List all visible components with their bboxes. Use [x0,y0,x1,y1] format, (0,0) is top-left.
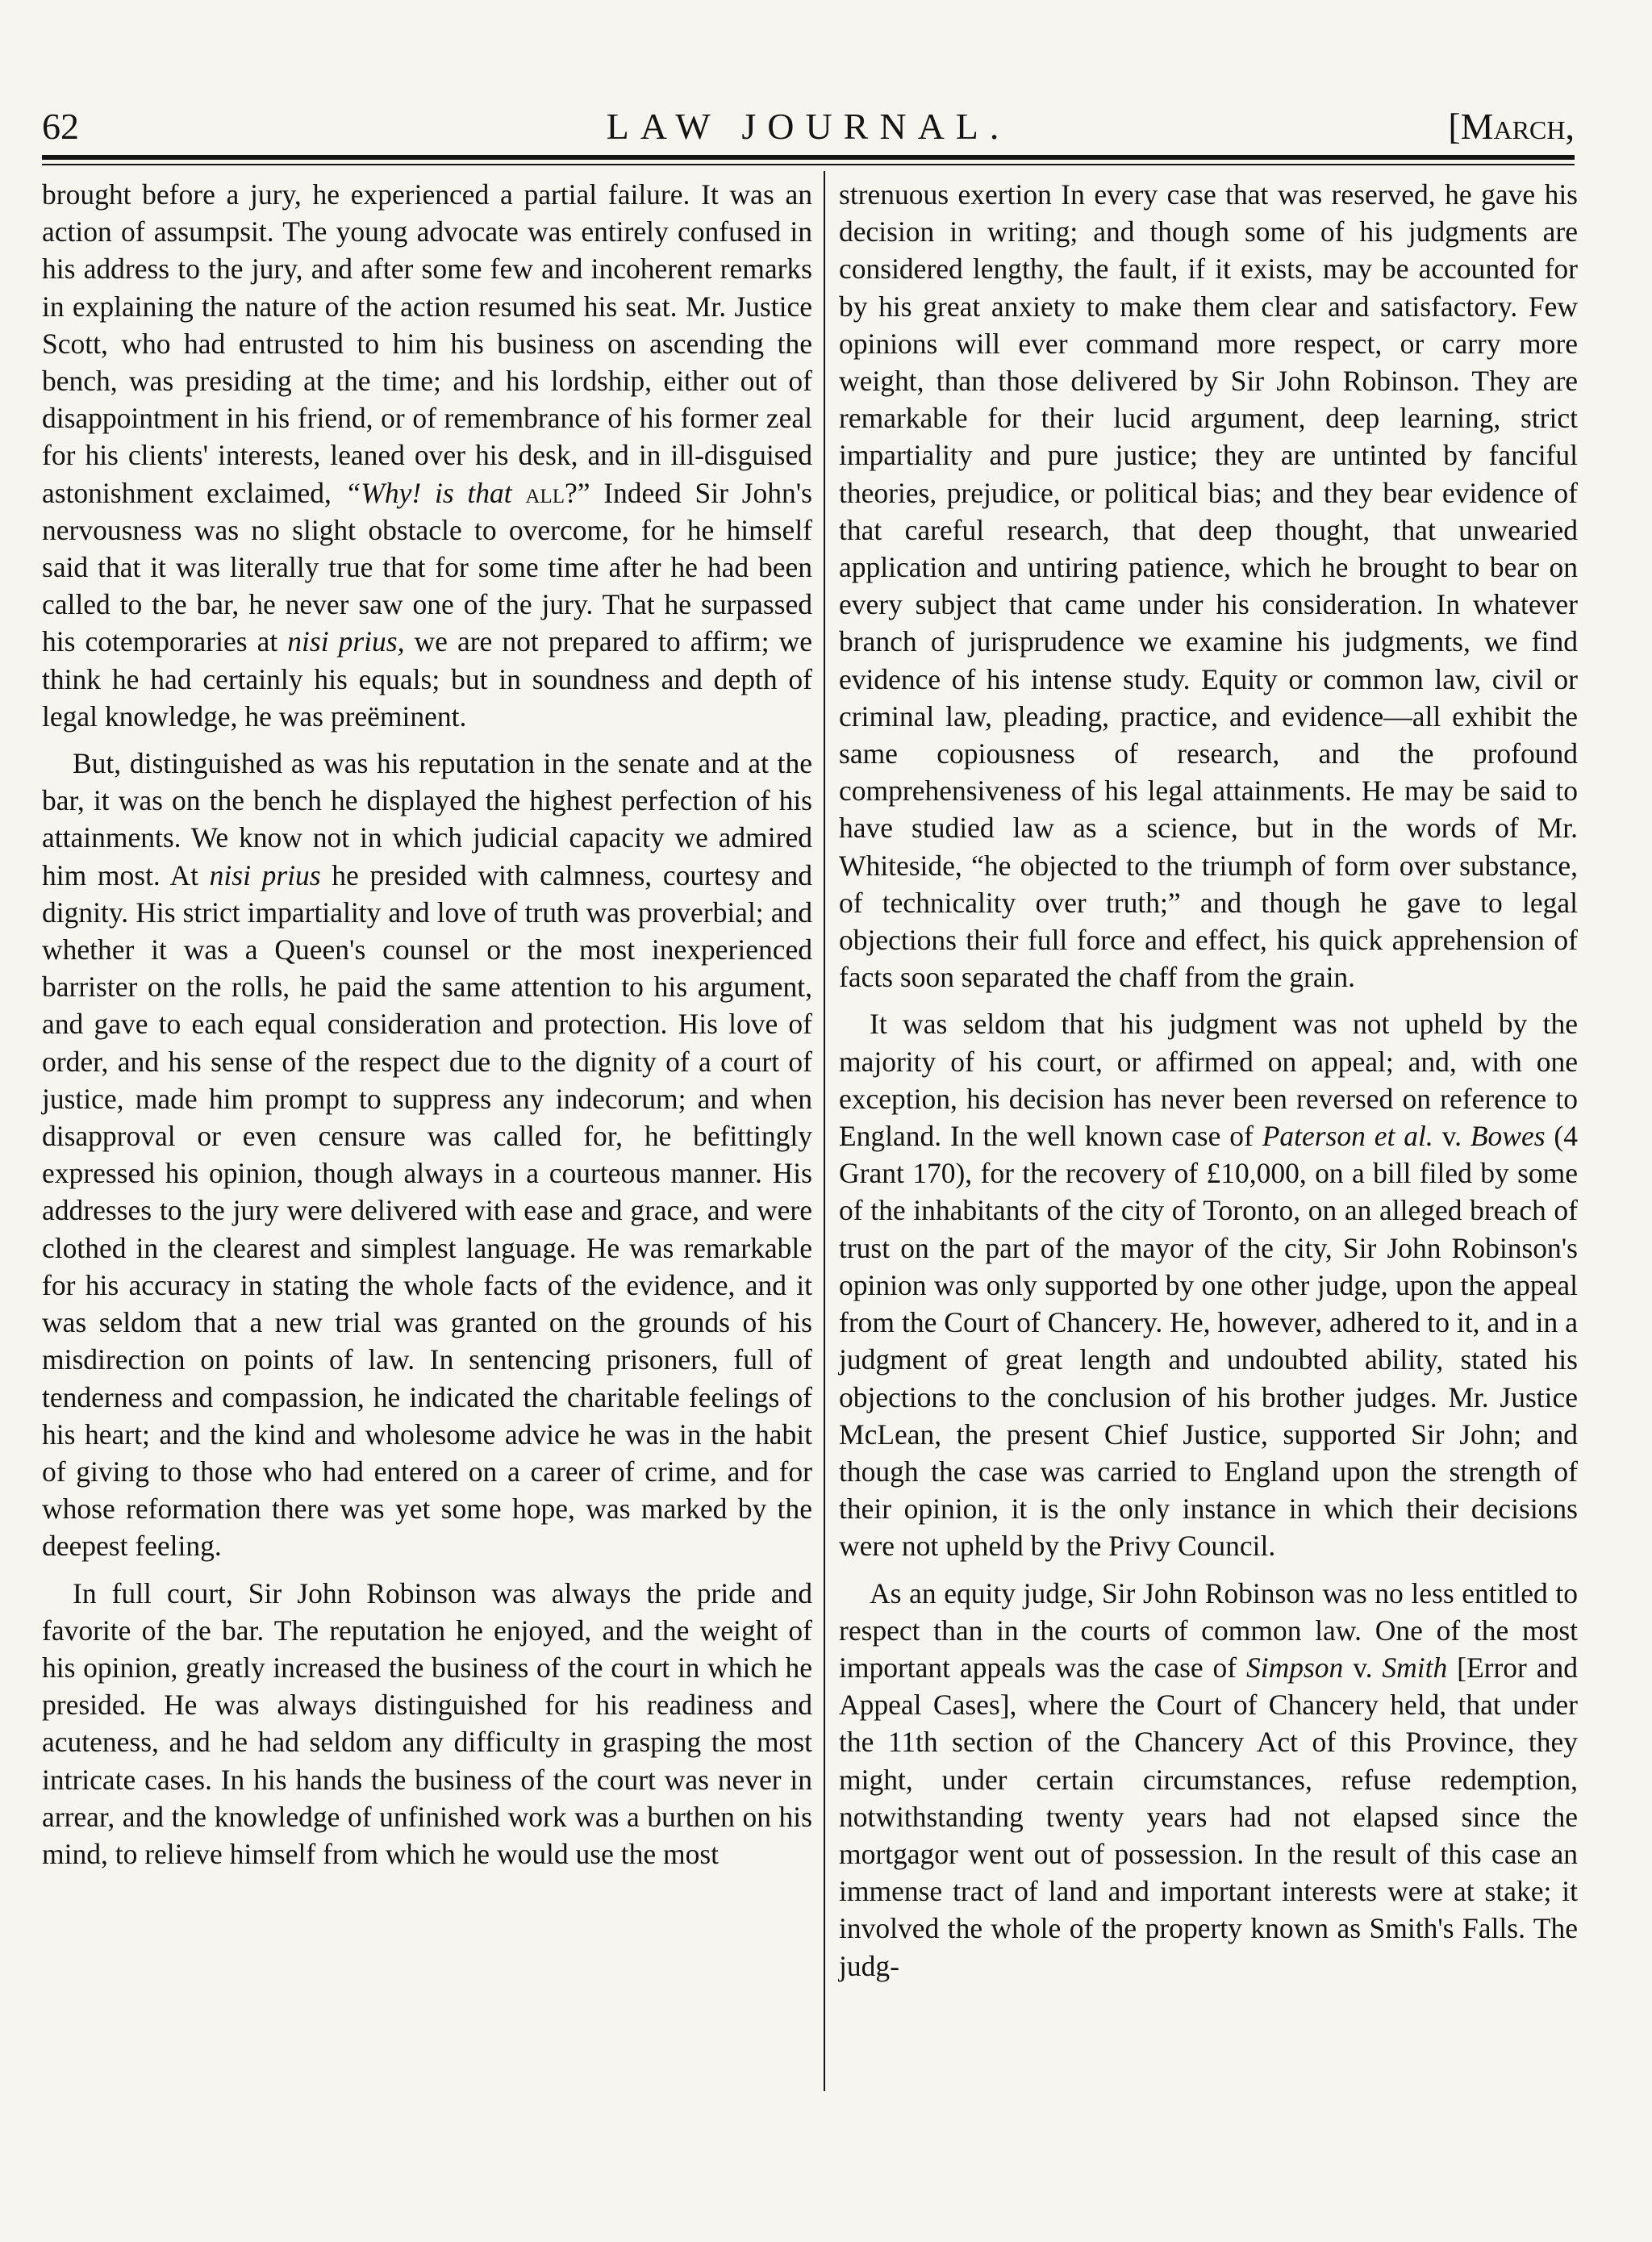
right-paragraph-1: strenuous exertion In every case that was reserved, he gave his decision in writing; and though some of his judgments are considered lengthy, the fault, if it exists, may be accounted for by his great anxiety to make them clear and satisfactory. Few opinions will ever command more respect, or carry more weight, than those delivered by Sir John Robinson. They are remarkable for their lucid argument, deep learning, strict impartiality and pure justice; they are untinted by fanciful theories, prejudice, or political bias; and they bear evidence of that careful research, that deep thought, that unwearied application and untiring patience, which he brought to bear on every subject that came under his consideration. In whatever branch of jurisprudence we examine his judgments, we find evidence of his intense study. Equity or common law, civil or criminal law, pleading, practice, and evidence—all exhibit the same copiousness of research, and the profound comprehensiveness of his legal attainments. He may be said to have studied law as a science, but in the words of Mr. Whiteside, “he objected to the triumph of form over substance, of technicality over truth;” and though he gave to legal objections their full force and effect, his quick apprehension of facts soon separated the chaff from the grain. [839,178,1578,994]
right-paragraph-3: As an equity judge, Sir John Robinson was no less entitled to respect than in the courts of common law. One of the most important appeals was the case of Simpson v. Smith [Error and Appeal Cases], where the Court of Chancery held, that under the 11th section of the Chancery Act of this Province, they might, under certain circumstances, refuse redemption, notwithstanding twenty years had not elapsed since the mortgagor went out of possession. In the result of this case an immense tract of land and important interests were at stake; it involved the whole of the property known as Smith's Falls. The judg- [839,1576,1578,1982]
issue-month: [March, [1448,106,1575,147]
right-column [839,176,1578,1994]
header-rule-thick [42,155,1575,160]
column-divider [824,171,825,2091]
page-number: 62 [42,106,79,147]
journal-title: LAW JOURNAL. [606,106,1011,147]
left-column [42,176,812,1882]
running-header [42,105,1575,161]
left-paragraph-3: In full court, Sir John Robinson was always the pride and favorite of the bar. The reputation he enjoyed, and the weight of his opinion, greatly increased the business of the court in which he presided. He was always distinguished for his readiness and acuteness, and he had seldom any difficulty in grasping the most intricate cases. In his hands the business of the court was never in arrear, and the knowledge of unfinished work was a burthen on his mind, to relieve himself from which he would use the most [42,1576,812,1870]
header-rule-thin [42,164,1575,165]
left-paragraph-2: But, distinguished as was his reputation in the senate and at the bar, it was on the bench he displayed the highest perfection of his attainments. We know not in which judicial capacity we admired him most. At nisi prius he presided with calmness, courtesy and dignity. His strict impartiality and love of truth was proverbial; and whether it was a Queen's counsel or the most inexperienced barrister on the rolls, he paid the same attention to his argument, and gave to each equal consideration and protection. His love of order, and his sense of the respect due to the dignity of a court of justice, made him prompt to suppress any indecorum; and when disapproval or even censure was called for, he befittingly expressed his opinion, though always in a courteous manner. His addresses to the jury were delivered with ease and grace, and were clothed in the clearest and simplest language. He was remarkable for his accuracy in stating the whole facts of the evidence, and it was seldom that a new trial was granted on the grounds of his misdirection on points of law. In sentencing prisoners, full of tenderness and compassion, he indicated the charitable feelings of his heart; and the kind and wholesome advice he was in the habit of giving to those who had entered on a career of crime, and for whose reformation there was yet some hope, was marked by the deepest feeling. [42,747,812,1563]
right-paragraph-2: It was seldom that his judgment was not upheld by the majority of his court, or affirmed on appeal; and, with one exception, his decision has never been reversed on reference to England. In the well known case of Paterson et al. v. Bowes (4 Grant 170), for the recovery of £10,000, on a bill filed by some of the inhabitants of the city of Toronto, on an alleged breach of trust on the part of the mayor of the city, Sir John Robinson's opinion was only supported by one other judge, upon the appeal from the Court of Chancery. He, however, adhered to it, and in a judgment of great length and undoubted ability, stated his objections to the conclusion of his brother judges. Mr. Justice McLean, the present Chief Justice, supported Sir John; and though the case was carried to England upon the strength of their opinion, it is the only instance in which their decisions were not upheld by the Privy Council. [839,1008,1578,1563]
left-paragraph-1: brought before a jury, he experienced a partial failure. It was an action of assumpsit. The young advocate was entirely confused in his address to the jury, and after some few and incoherent remarks in explaining the nature of the action resumed his seat. Mr. Justice Scott, who had entrusted to him his business on ascending the bench, was presiding at the time; and his lordship, either out of disappointment in his friend, or of remembrance of his former zeal for his clients' interests, leaned over his desk, and in ill-disguised astonishment exclaimed, “Why! is that all?” Indeed Sir John's nervousness was no slight obstacle to overcome, for he himself said that it was literally true that for some time after he had been called to the bar, he never saw one of the jury. That he surpassed his cotemporaries at nisi prius, we are not prepared to affirm; we think he had certainly his equals; but in soundness and depth of legal knowledge, he was preëminent. [42,178,813,733]
